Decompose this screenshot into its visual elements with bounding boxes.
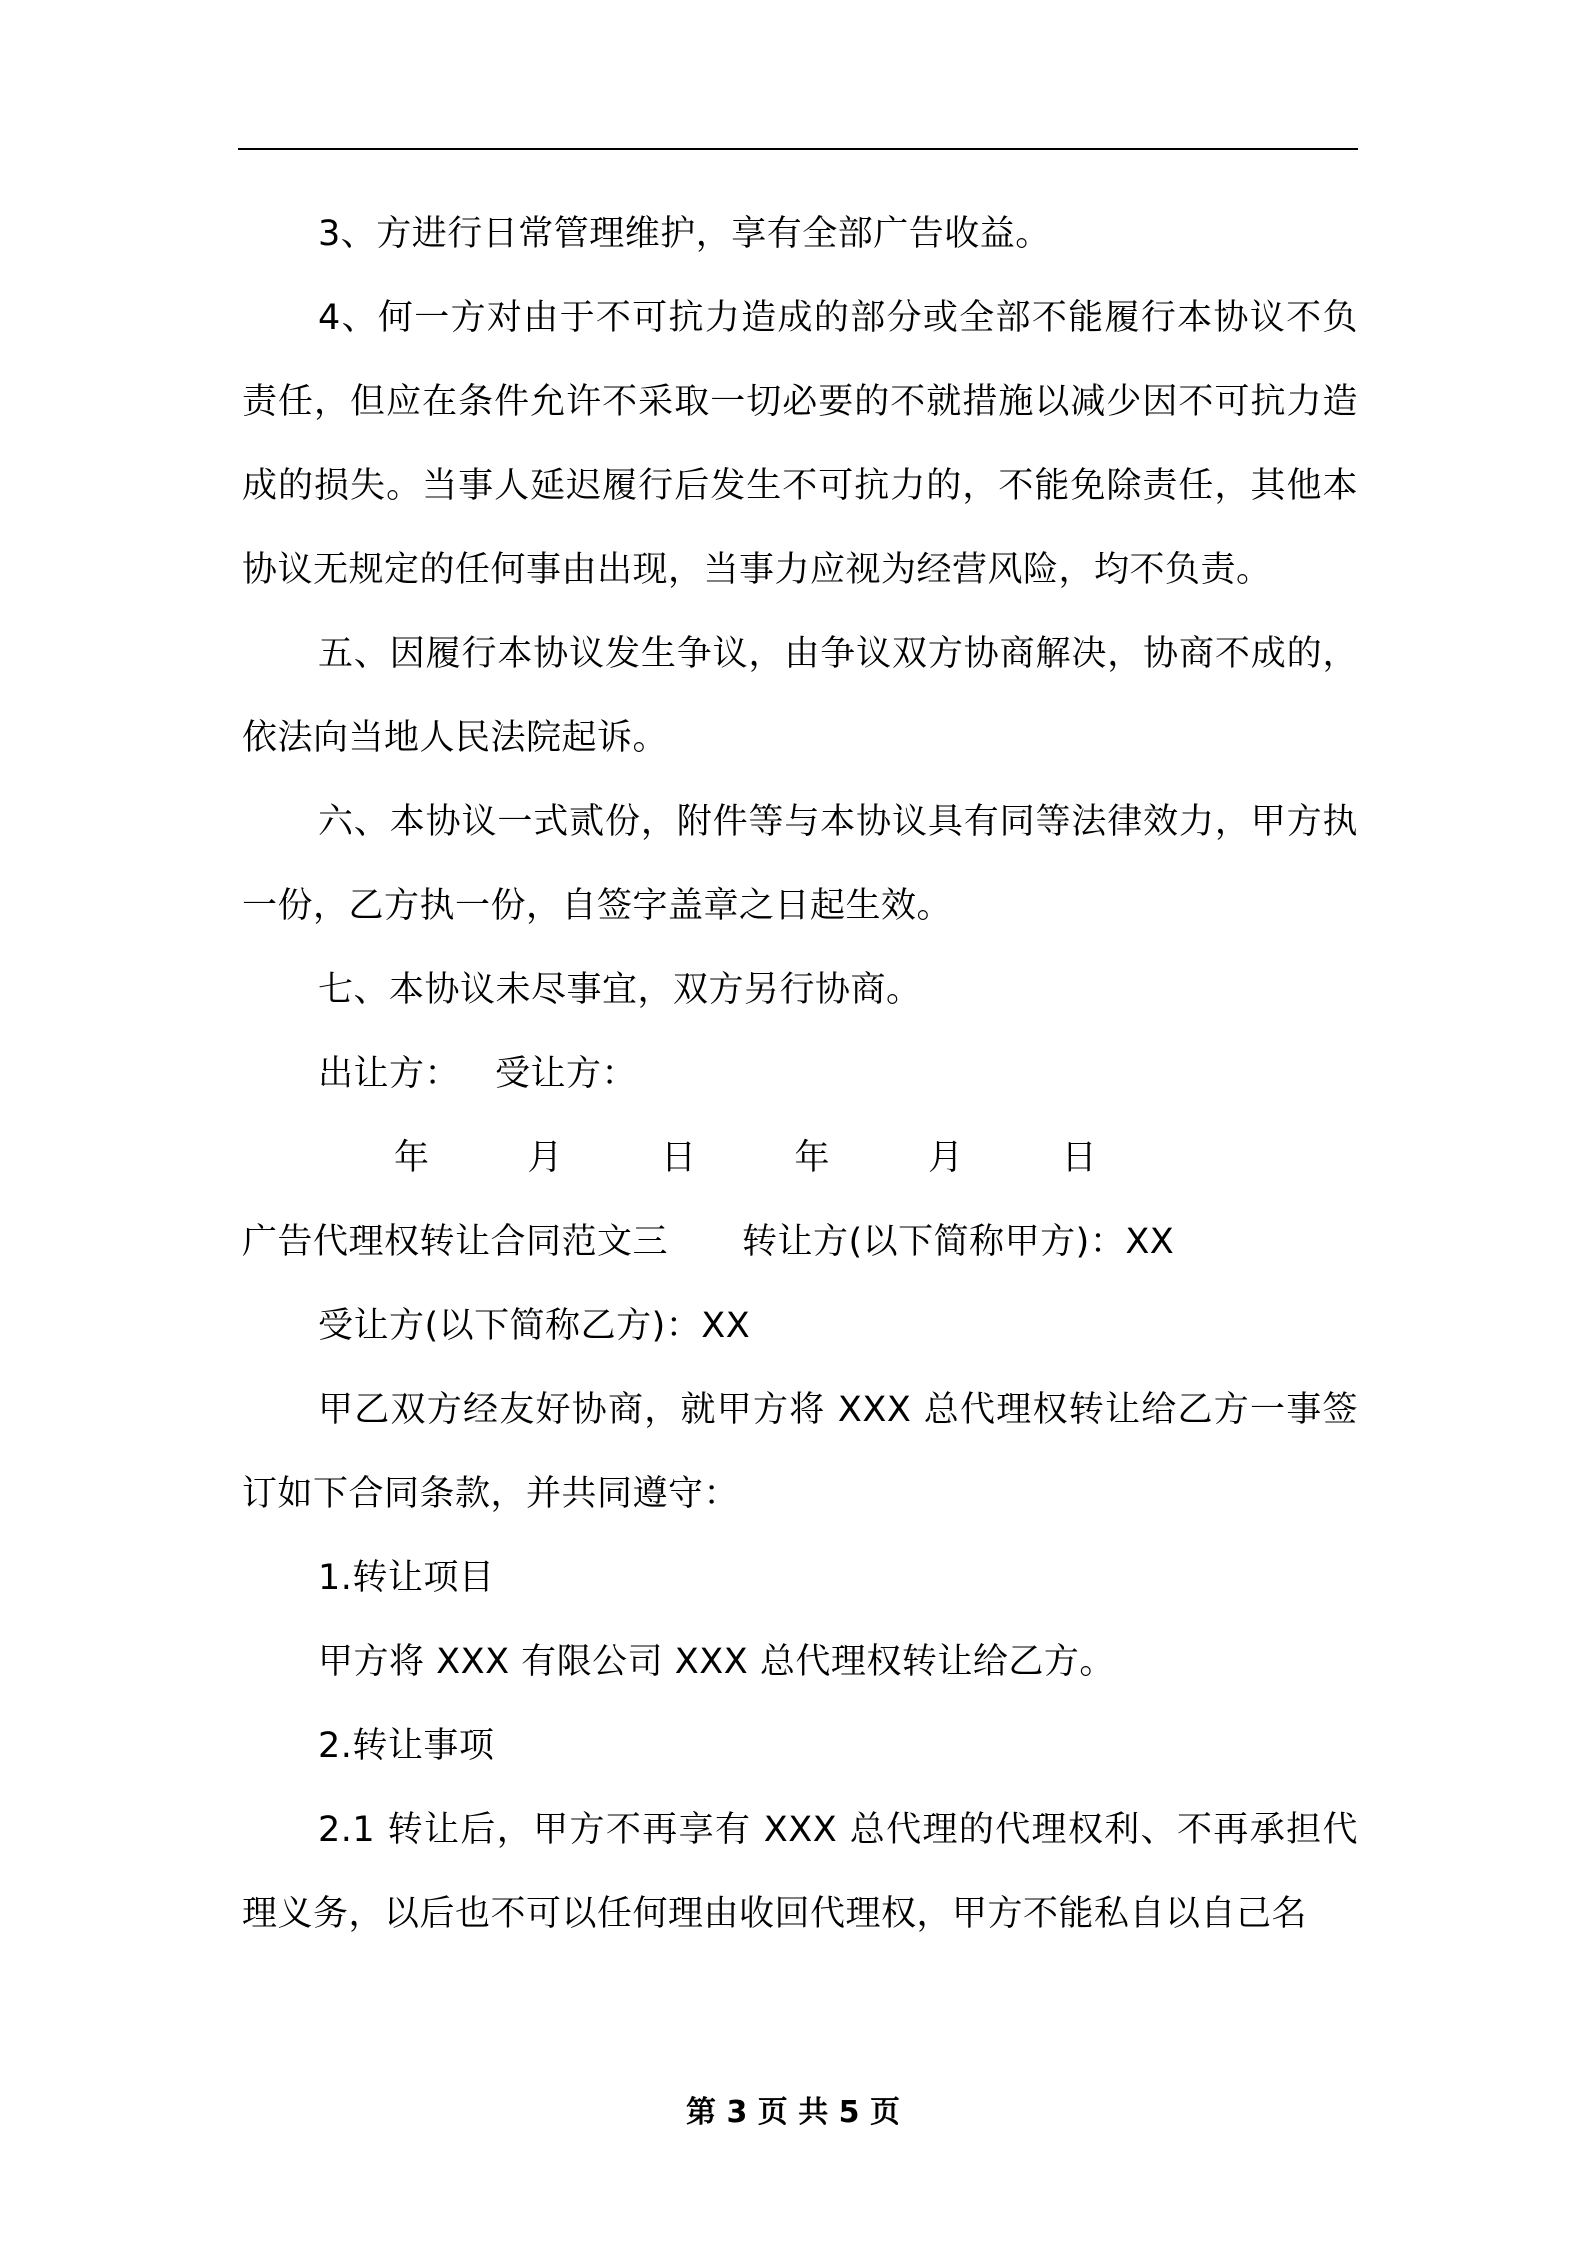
paragraph-clause-five: 五、因履行本协议发生争议，由争议双方协商解决，协商不成的，依法向当地人民法院起诉。 [242, 634, 1358, 758]
transferor-line: 转让方(以下简称甲方)：XX [742, 1222, 1175, 1262]
item-1-body: 甲方将 XXX 有限公司 XXX 总代理权转让给乙方。 [318, 1642, 1115, 1682]
assignee-label: 受让方： [495, 1054, 638, 1094]
date-year-1: 年 [394, 1138, 430, 1178]
document-body [242, 192, 1358, 1956]
paragraph-preamble: 甲乙双方经友好协商，就甲方将 XXX 总代理权转让给乙方一事签订如下合同条款，并共同遵守： [242, 1390, 1358, 1514]
item-1-title: 1.转让项目 [318, 1558, 495, 1598]
paragraph-clause-seven: 七、本协议未尽事宜，双方另行协商。 [318, 970, 922, 1010]
item-2-title: 2.转让事项 [318, 1726, 495, 1766]
section-title-line [242, 1200, 1358, 1284]
date-month-2: 月 [928, 1138, 964, 1178]
date-day-2: 日 [1061, 1138, 1098, 1178]
paragraph-clause-4: 4、何一方对由于不可抗力造成的部分或全部不能履行本协议不负责任，但应在条件允许不采取一切必要的不就措施以减少因不可抗力造成的损失。当事人延迟履行后发生不可抗力的，不能免除责任，其他本协议无规定的任何事由出现，当事力应视为经营风险，均不负责。 [242, 298, 1358, 590]
item-2-1: 2.1 转让后，甲方不再享有 XXX 总代理的代理权利、不再承担代理义务，以后也不可以任何理由收回代理权，甲方不能私自以自己名 [242, 1810, 1358, 1934]
date-year-2: 年 [794, 1138, 831, 1178]
paragraph-clause-3: 3、方进行日常管理维护，享有全部广告收益。 [318, 214, 1051, 254]
date-day-1: 日 [661, 1138, 697, 1178]
date-month-1: 月 [527, 1138, 564, 1178]
assignor-label: 出让方： [318, 1054, 461, 1094]
page-footer: 第 3 页 共 5 页 [686, 2095, 900, 2130]
signature-line [242, 1032, 1358, 1116]
paragraph-clause-six: 六、本协议一式贰份，附件等与本协议具有同等法律效力，甲方执一份，乙方执一份，自签字盖章之日起生效。 [242, 802, 1358, 926]
date-line [242, 1116, 1358, 1200]
header-rule [238, 148, 1358, 150]
section-title: 广告代理权转让合同范文三 [242, 1222, 669, 1262]
transferee-line: 受让方(以下简称乙方)：XX [318, 1306, 751, 1346]
